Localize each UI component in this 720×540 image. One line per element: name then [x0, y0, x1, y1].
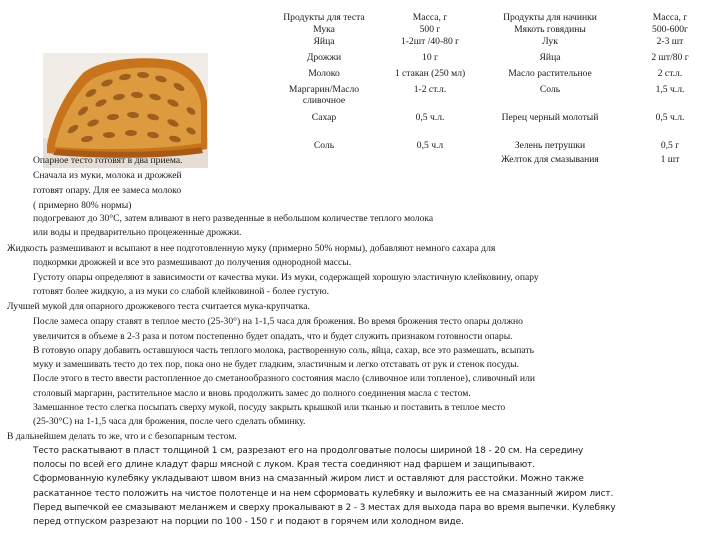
table-cell: Мука: [313, 23, 335, 35]
text-line: Сначала из муки, молока и дрожжей: [33, 170, 182, 181]
table-cell: 0,5 г: [660, 139, 680, 151]
text-line: перед отпуском разрезают на порции по 100 - 150 г и подают в горячем или холодном виде.: [33, 517, 464, 527]
table-row: [268, 140, 720, 154]
table-cell: Желток для смазывания: [501, 153, 599, 165]
text-line: увеличится в объеме в 2-3 раза и потом постепенно будет опадать, что и будет служить признаком готовности опары.: [33, 331, 513, 342]
table-cell: Мякоть говядины: [514, 23, 586, 35]
text-line: Тесто раскатывают в пласт толщиной 1 см, разрезают его на продолговатые полосы шириной 18 - 20 см. На середину: [33, 446, 584, 456]
text-line: полосы по всей его длине кладут фарш мясной с луком. Края теста соединяют над фаршем и защипывают.: [33, 460, 535, 470]
table-cell: Масло растительное: [508, 67, 592, 79]
table-cell: 0,5 ч.л: [416, 139, 444, 151]
table-cell: 500-600г: [652, 23, 688, 35]
table-cell: Сахар: [311, 111, 337, 123]
table-cell: Дрожжи: [306, 51, 342, 63]
table-row: [268, 52, 720, 68]
text-line: подкормки дрожжей и все это размешивают до получения однородной массы.: [33, 257, 352, 268]
table-cell: Яйца: [313, 35, 335, 47]
table-cell: Лук: [542, 35, 558, 47]
header-cell: Продукты для начинки: [503, 12, 597, 23]
table-cell: Перец черный молотый: [501, 111, 599, 123]
text-line: Перед выпечкой ее смазывают меланжем и сверху прокалывают в 2 - 3 местах для выхода пара во время выпечки. Кулебяку: [33, 503, 616, 513]
text-line: готовят более жидкую, а из муки со слабой клейковиной - более густую.: [33, 286, 330, 297]
text-line: (25-30°С) на 1-1,5 часа для брожения, после чего сделать обминку.: [33, 416, 306, 427]
header-cell: Масса, г: [652, 12, 688, 23]
table-cell: 0,5 ч.л.: [415, 111, 445, 123]
table-cell: 1 шт: [660, 153, 680, 165]
text-line: После замеса опару ставят в теплое место (25-30°) на 1-1,5 часа для брожения. Во время брожения тесто опары должно: [33, 316, 523, 327]
table-cell: 1-2шт /40-80 г: [400, 35, 460, 47]
text-line: Замешанное тесто слегка посыпать сверху мукой, посуду закрыть крышкой или тканью и поставить в теплое место: [33, 402, 506, 413]
table-cell: 10 г: [422, 51, 438, 63]
ingredients-table: [268, 12, 720, 165]
text-line: ( примерно 80% нормы): [33, 200, 132, 211]
table-cell: Яйца: [539, 51, 561, 63]
text-line: В готовую опару добавить оставшуюся часть теплого молока, растворенную соль, яйца, сахар, все это размешать, всыпать: [33, 345, 534, 356]
table-cell: Соль: [313, 139, 335, 151]
table-row: [268, 24, 720, 36]
header-cell: Продукты для теста: [283, 12, 365, 23]
table-cell: Соль: [539, 83, 561, 95]
table-cell: 2-3 шт: [656, 35, 684, 47]
table-row: [268, 112, 720, 140]
text-line: Сформованную кулебяку укладывают швом вниз на смазанный жиром лист и оставляют для расстойки. Можно также: [33, 474, 584, 484]
table-cell: [380, 154, 480, 166]
header-cell: Масса, г: [412, 12, 448, 23]
table-cell: 1-2 ст.л.: [413, 83, 447, 95]
table-cell: 2 шт/80 г: [651, 51, 689, 63]
text-line: столовый маргарин, растительное масло и вновь продолжить замес до полного соединения масла с тестом.: [33, 388, 471, 399]
text-line: муку и замешивать тесто до тех пор, пока оно не будет гладким, эластичным и легко отставать от рук и стенок посуды.: [33, 359, 519, 370]
table-cell: Маргарин/Масло сливочное: [288, 83, 360, 107]
table-row: [268, 154, 720, 166]
text-line: Густоту опары определяют в зависимости от качества муки. Из муки, содержащей хорошую эластичную клейковину, опару: [33, 272, 539, 283]
table-row: [268, 68, 720, 84]
table-cell: Молоко: [308, 67, 340, 79]
table-cell: 1 стакан (250 мл): [394, 67, 466, 79]
text-line: Жидкость размешивают и всыпают в нее подготовленную муку (примерно 50% нормы), добавляют немного сахара для: [7, 243, 496, 254]
table-cell: 0,5 ч.л.: [655, 111, 685, 123]
table-cell: 1,5 ч.л.: [655, 83, 685, 95]
table-row: [268, 36, 720, 52]
kulebyaka-photo: [43, 53, 208, 168]
text-line: подогревают до 30°С, затем вливают в него разведенные в небольшом количестве теплого молока: [33, 213, 434, 224]
text-line: Опарное тесто готовят в два приема.: [33, 155, 183, 166]
text-line: раскатанное тесто положить на чистое полотенце и на нем сформовать кулебяку и выложить ее на смазанный жиром лист.: [33, 489, 614, 499]
text-line: Лучшей мукой для опарного дрожжевого теста считается мука-крупчатка.: [7, 301, 310, 312]
table-header-row: [268, 12, 720, 24]
text-line: В дальнейшем делать то же, что и с безопарным тестом.: [7, 431, 237, 442]
text-line: После этого в тесто ввести растопленное до сметанообразного состояния масло (сливочное или топленое), сливочный или: [33, 373, 535, 384]
table-cell: 2 ст.л.: [657, 67, 683, 79]
table-cell: Зелень петрушки: [514, 139, 586, 151]
table-row: [268, 84, 720, 112]
text-line: готовят опару. Для ее замеса молоко: [33, 185, 182, 196]
table-cell: 500 г: [419, 23, 441, 35]
table-cell: [268, 154, 380, 166]
text-line: или воды и предварительно процеженные дрожжи.: [33, 227, 242, 238]
